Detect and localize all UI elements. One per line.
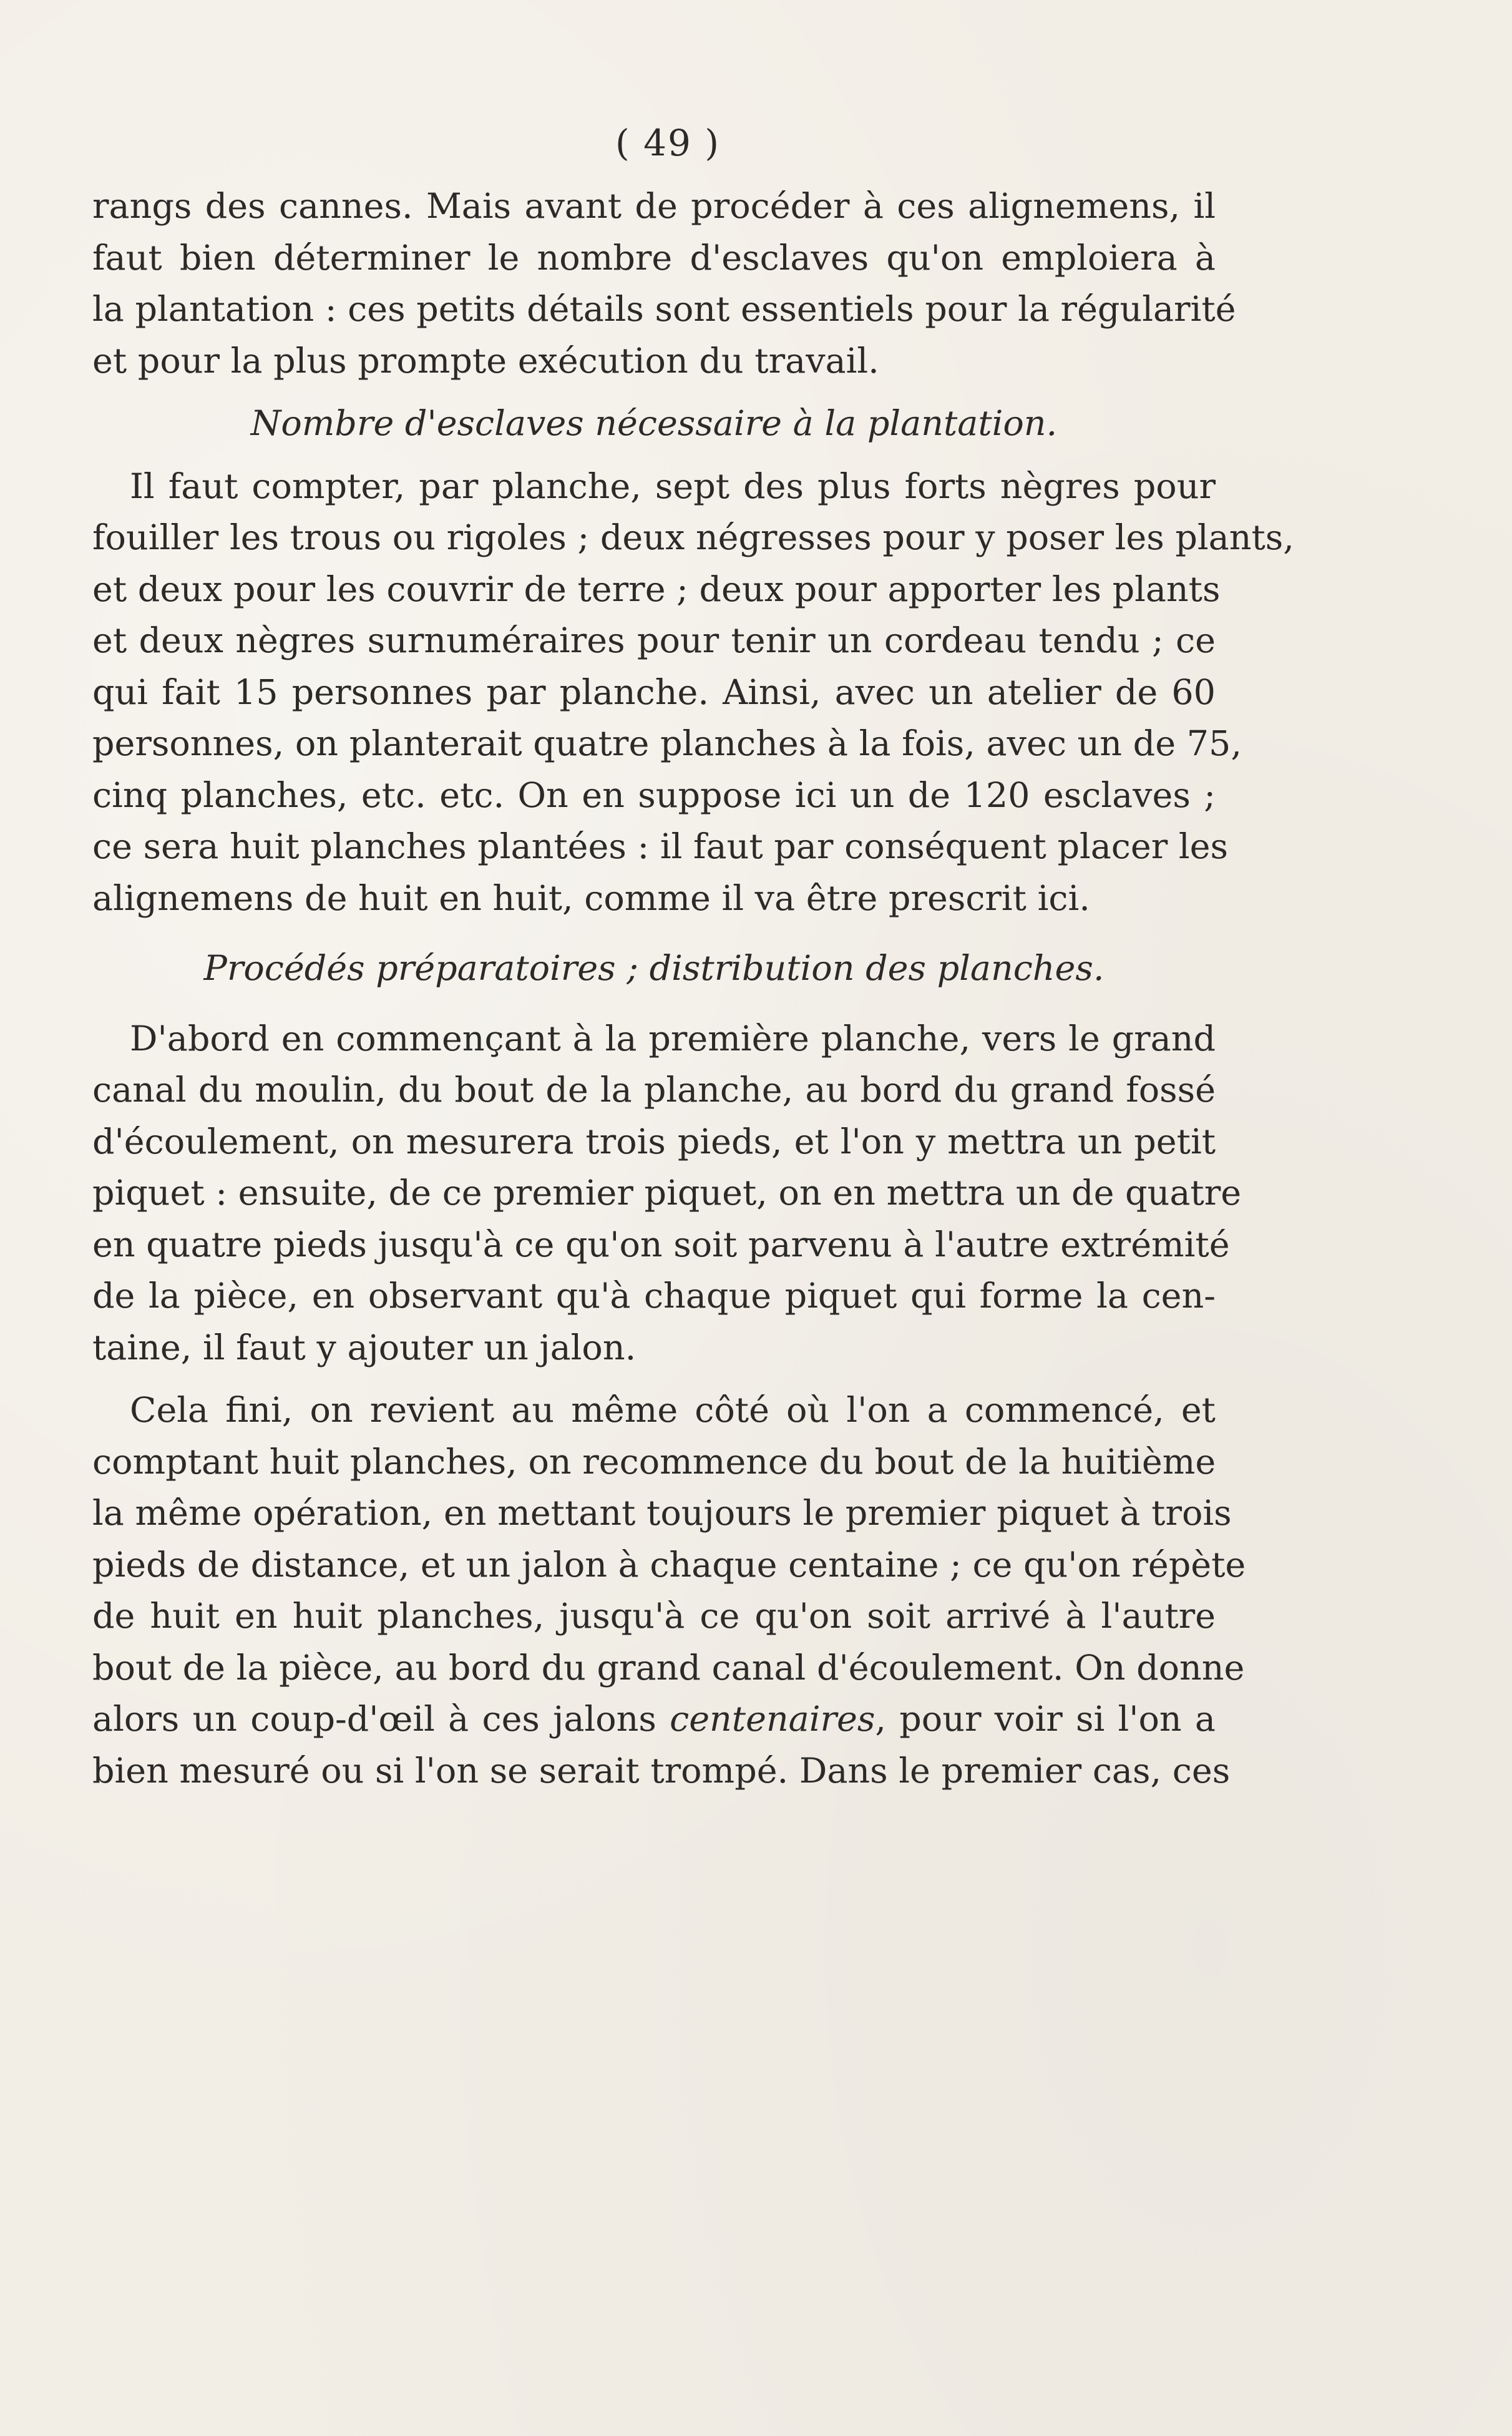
text-line: fouiller les trous ou rigoles ; deux négresses pour y poser les plants,: [92, 517, 1294, 558]
text-line-with-italic: [92, 1694, 1216, 1746]
paragraph-nombre-esclaves: [92, 461, 1294, 925]
section-heading-nombre-esclaves: Nombre d'esclaves nécessaire à la plantation.: [250, 403, 1058, 444]
text-line: Il faut compter, par planche, sept des plus forts nègres pour: [130, 466, 1216, 507]
text-fragment: alors un coup-d'œil à ces jalons: [92, 1699, 670, 1739]
text-line: faut bien déterminer le nombre d'esclaves qu'on emploiera à: [92, 237, 1216, 278]
text-line: de la pièce, en observant qu'à chaque piquet qui forme la cen-: [92, 1276, 1216, 1316]
text-line: comptant huit planches, on recommence du bout de la huitième: [92, 1441, 1216, 1482]
text-line: pieds de distance, et un jalon à chaque centaine ; ce qu'on répète: [92, 1544, 1246, 1585]
paragraph-cela-fini: [92, 1385, 1246, 1797]
text-line: piquet : ensuite, de ce premier piquet, on en mettra un de quatre: [92, 1173, 1242, 1213]
text-line: taine, il faut y ajouter un jalon.: [92, 1327, 637, 1368]
text-line: d'écoulement, on mesurera trois pieds, et l'on y mettra un petit: [92, 1121, 1216, 1162]
text-line: rangs des cannes. Mais avant de procéder à ces alignemens, il: [92, 186, 1216, 227]
text-line: alignemens de huit en huit, comme il va être prescrit ici.: [92, 878, 1090, 919]
text-line: cinq planches, etc. etc. On en suppose ici un de 120 esclaves ;: [92, 775, 1216, 816]
page-number: ( 49 ): [615, 122, 720, 164]
text-line: en quatre pieds jusqu'à ce qu'on soit parvenu à l'autre extrémité: [92, 1224, 1230, 1265]
text-line: de huit en huit planches, jusqu'à ce qu'on soit arrivé à l'autre: [92, 1596, 1216, 1636]
text-line: et deux pour les couvrir de terre ; deux pour apporter les plants: [92, 569, 1221, 610]
section-heading-procedes: Procédés préparatoires ; distribution des planches.: [203, 948, 1105, 989]
text-line: la même opération, en mettant toujours le premier piquet à trois: [92, 1493, 1232, 1534]
text-line: personnes, on planterait quatre planches à la fois, avec un de 75,: [92, 723, 1242, 764]
text-line: et pour la plus prompte exécution du travail.: [92, 340, 879, 381]
text-line: D'abord en commençant à la première planche, vers le grand: [130, 1018, 1216, 1059]
text-line: bien mesuré ou si l'on se serait trompé. Dans le premier cas, ces: [92, 1750, 1231, 1791]
text-line: la plantation : ces petits détails sont essentiels pour la régularité: [92, 289, 1236, 330]
text-line: ce sera huit planches plantées : il faut par conséquent placer les: [92, 826, 1228, 867]
intro-paragraph: [92, 181, 1236, 387]
text-line: bout de la pièce, au bord du grand canal d'écoulement. On donne: [92, 1647, 1245, 1688]
text-line: canal du moulin, du bout de la planche, au bord du grand fossé: [92, 1070, 1216, 1110]
text-line: qui fait 15 personnes par planche. Ainsi, avec un atelier de 60: [92, 672, 1216, 713]
body-text: [92, 181, 1294, 1797]
paragraph-procedes: [92, 1014, 1242, 1374]
text-fragment: , pour voir si l'on a: [875, 1699, 1216, 1739]
italic-word-centenaires: centenaires: [670, 1699, 875, 1739]
text-line: Cela fini, on revient au même côté où l'on a commencé, et: [130, 1390, 1216, 1431]
text-line: et deux nègres surnuméraires pour tenir un cordeau tendu ; ce: [92, 620, 1216, 661]
